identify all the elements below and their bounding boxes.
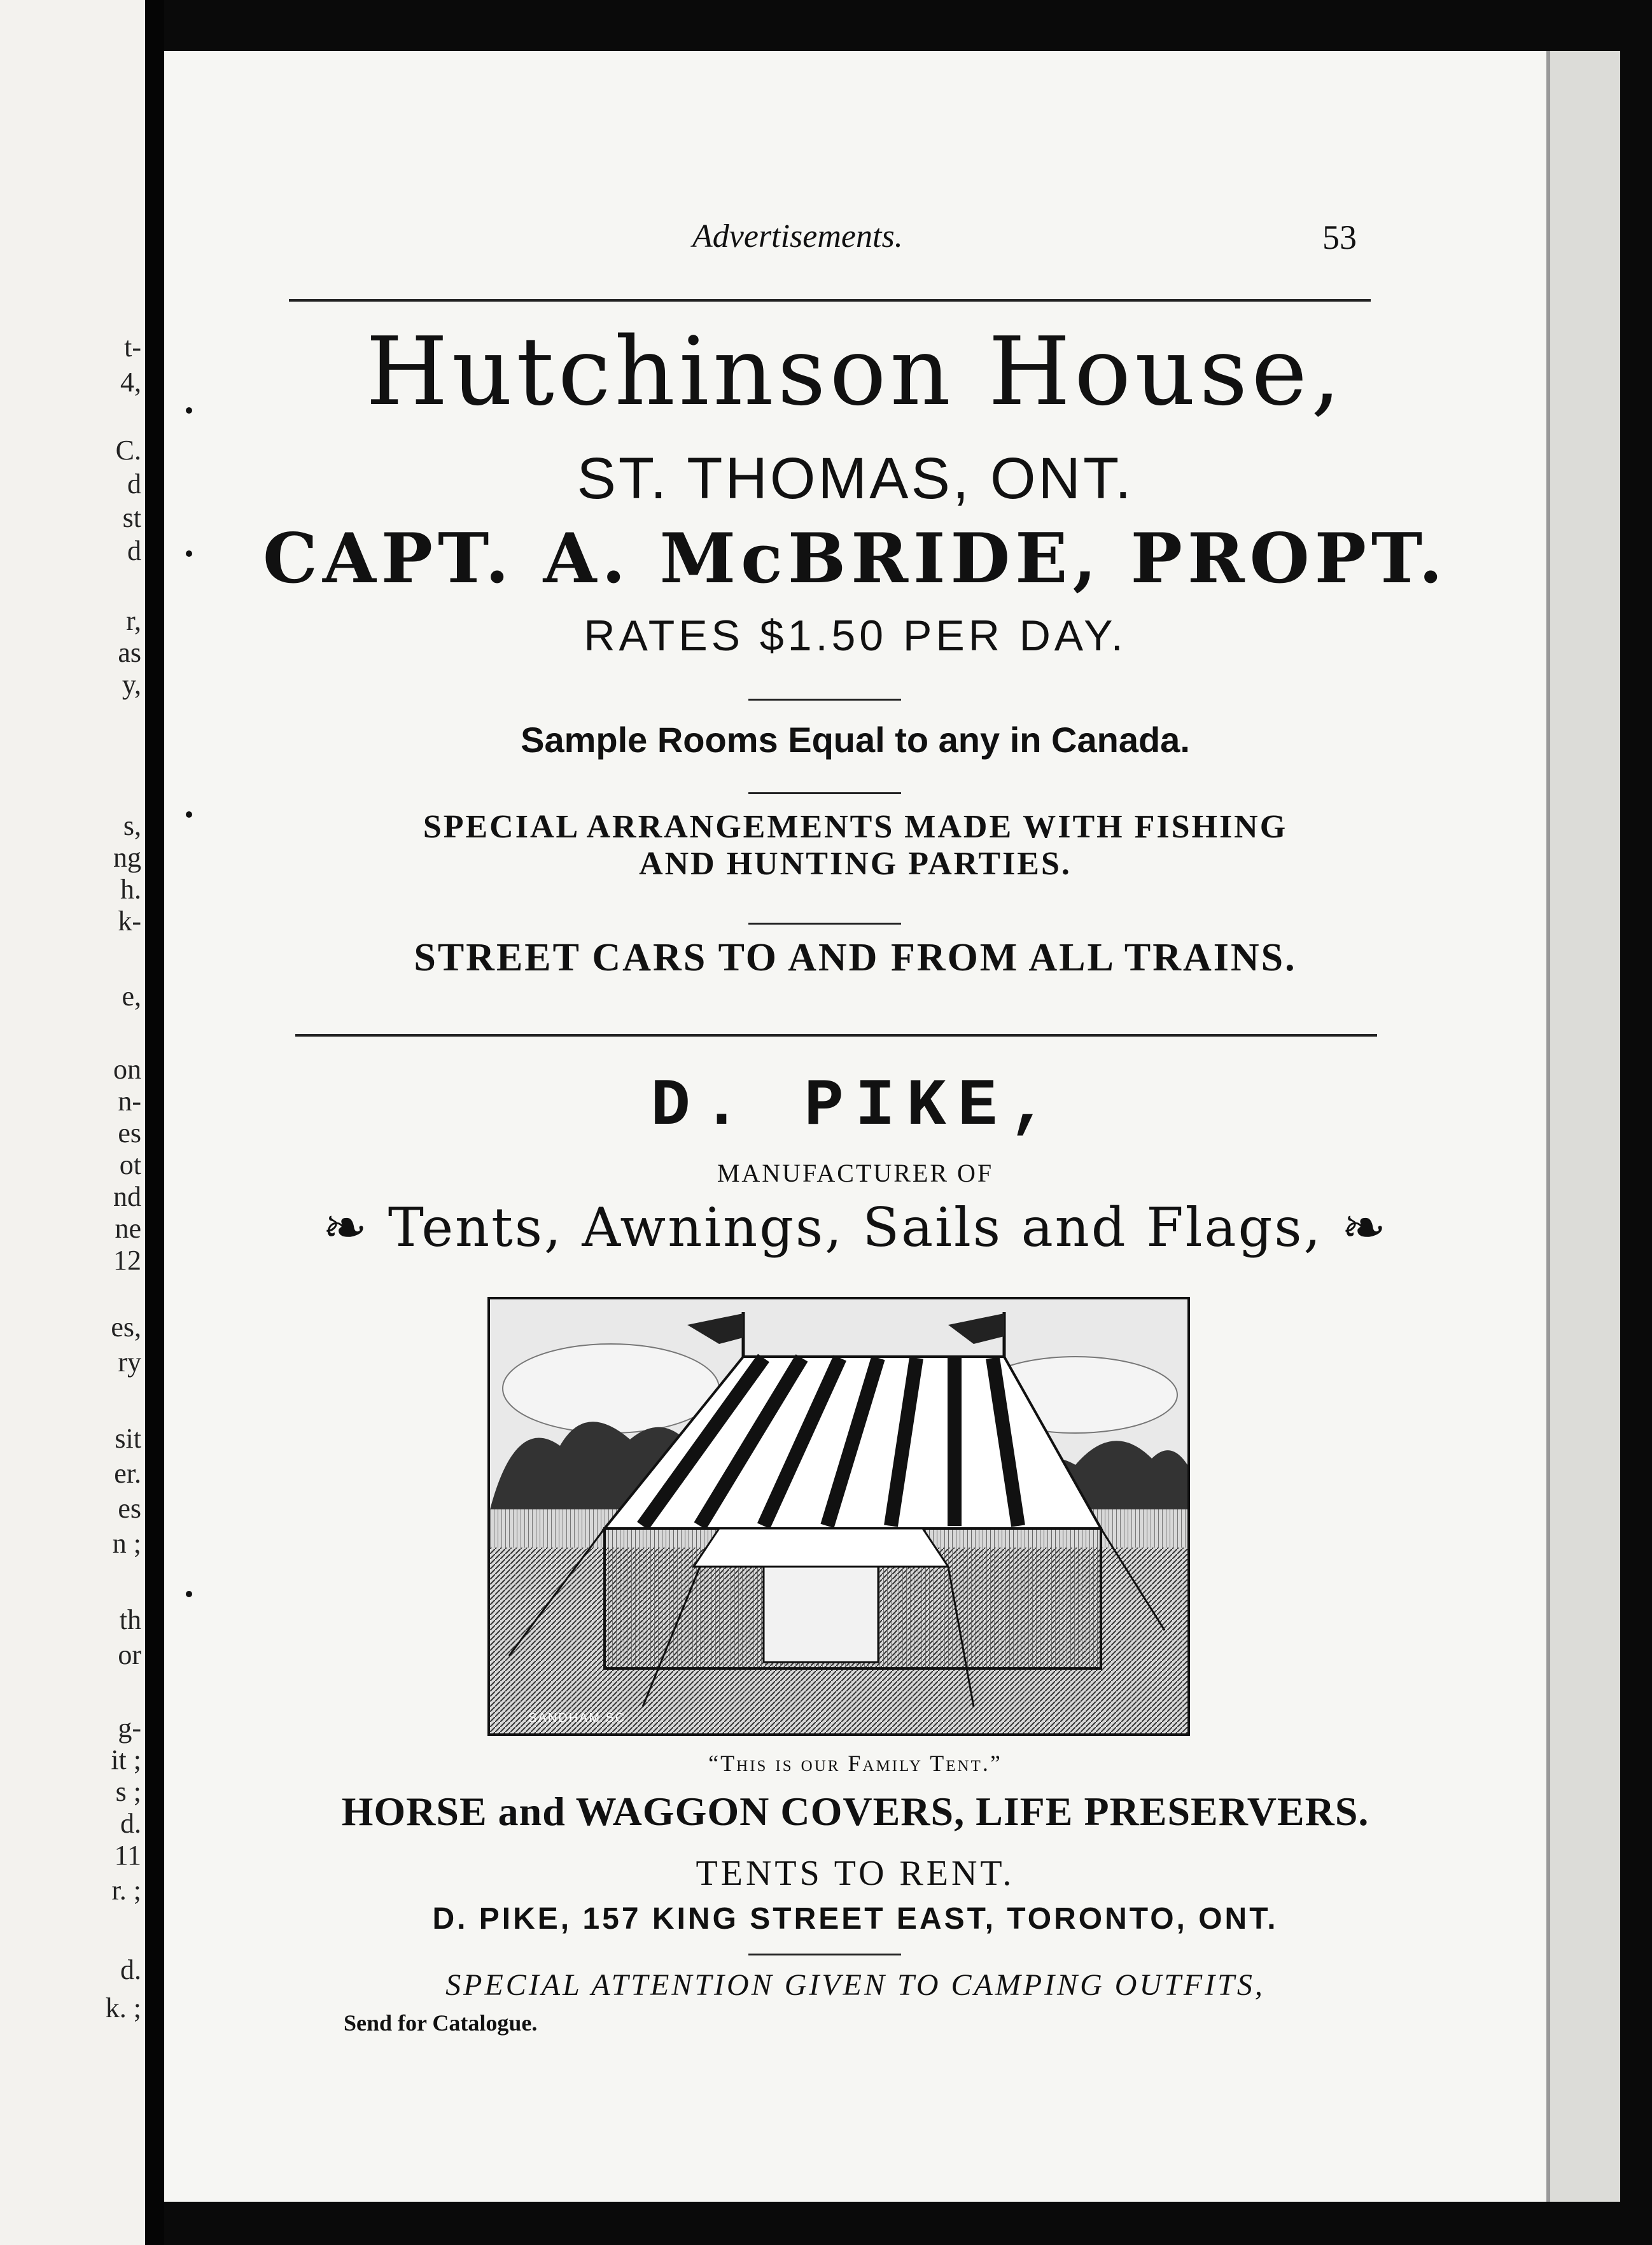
text-fragment: d xyxy=(127,468,141,500)
text-fragment: 12 xyxy=(113,1245,141,1276)
text-fragment: 11 xyxy=(114,1840,141,1871)
text-fragment: es xyxy=(118,1117,141,1149)
text-fragment: nd xyxy=(113,1181,141,1212)
text-fragment: or xyxy=(118,1639,141,1670)
short-rule xyxy=(748,923,901,925)
hotel-rates: RATES $1.50 PER DAY. xyxy=(584,612,1127,660)
products-text: Tents, Awnings, Sails and Flags, xyxy=(388,1196,1323,1259)
text-fragment: es xyxy=(118,1493,141,1524)
tents-to-rent: TENTS TO RENT. xyxy=(696,1854,1015,1893)
text-fragment: y, xyxy=(122,669,141,700)
advertisement-page xyxy=(164,51,1546,2202)
text-fragment: C. xyxy=(115,435,141,466)
text-fragment: g- xyxy=(118,1712,141,1744)
text-fragment: ot xyxy=(119,1149,141,1180)
text-fragment: er. xyxy=(114,1458,141,1489)
fleuron-right-icon: ❧ xyxy=(1322,1196,1389,1259)
text-fragment: sit xyxy=(115,1423,141,1454)
hotel-location: ST. THOMAS, ONT. xyxy=(577,446,1134,511)
text-fragment: t- xyxy=(124,332,141,363)
running-head: Advertisements. xyxy=(692,218,903,255)
tent-caption: “This is our Family Tent.” xyxy=(708,1751,1002,1776)
tent-engraving xyxy=(487,1297,1190,1736)
hotel-name: Hutchinson House, xyxy=(365,317,1345,426)
manufacturer-label: MANUFACTURER OF xyxy=(717,1159,994,1187)
sample-rooms-text: Sample Rooms Equal to any in Canada. xyxy=(521,720,1190,760)
text-fragment: as xyxy=(118,637,141,668)
text-fragment: r. ; xyxy=(111,1875,141,1906)
arrangements-line-1: SPECIAL ARRANGEMENTS MADE WITH FISHING xyxy=(423,809,1288,845)
text-fragment: n- xyxy=(118,1086,141,1117)
text-fragment: s ; xyxy=(115,1776,141,1807)
pike-products xyxy=(164,1196,1546,1259)
text-fragment: d. xyxy=(120,1808,141,1839)
short-rule xyxy=(748,792,901,794)
book-gutter xyxy=(145,0,164,2245)
covers-text: HORSE and WAGGON COVERS, LIFE PRESERVERS. xyxy=(341,1789,1369,1834)
arrangements-line-2: AND HUNTING PARTIES. xyxy=(639,846,1072,882)
text-fragment: n ; xyxy=(112,1528,141,1559)
text-fragment: st xyxy=(122,502,141,533)
camping-outfits-text: SPECIAL ATTENTION GIVEN TO CAMPING OUTFITS, xyxy=(445,1968,1265,2002)
text-fragment: it ; xyxy=(111,1744,141,1775)
text-fragment: on xyxy=(113,1054,141,1085)
fleuron-left-icon: ❧ xyxy=(322,1196,388,1259)
text-fragment: th xyxy=(119,1604,141,1635)
text-fragment: ry xyxy=(118,1346,141,1378)
tent-illustration xyxy=(490,1299,1187,1733)
text-fragment: d. xyxy=(120,1954,141,1985)
text-fragment: es, xyxy=(111,1311,141,1343)
street-cars-text: STREET CARS TO AND FROM ALL TRAINS. xyxy=(414,936,1297,979)
margin-mark xyxy=(186,1591,192,1597)
text-fragment: h. xyxy=(120,874,141,905)
engraver-signature: SANDHAM SC xyxy=(528,1711,626,1725)
text-fragment: k. ; xyxy=(105,1992,141,2024)
section-divider xyxy=(295,1034,1377,1037)
short-rule xyxy=(748,1954,901,1955)
text-fragment: ng xyxy=(113,842,141,873)
text-fragment: e, xyxy=(122,981,141,1012)
text-fragment: r, xyxy=(126,605,141,636)
text-fragment: k- xyxy=(118,906,141,937)
text-fragment: ne xyxy=(115,1213,141,1244)
pike-address: D. PIKE, 157 KING STREET EAST, TORONTO, ONT. xyxy=(432,1902,1278,1936)
text-fragment: d xyxy=(127,535,141,566)
hotel-proprietor: CAPT. A. McBRIDE, PROPT. xyxy=(263,519,1448,599)
header-rule xyxy=(289,299,1371,302)
pike-name: D. PIKE, xyxy=(650,1069,1060,1144)
page-number: 53 xyxy=(1322,218,1357,256)
left-page-fragment xyxy=(0,0,145,2245)
page-edge xyxy=(1546,51,1620,2202)
text-fragment: 4, xyxy=(120,367,141,398)
short-rule xyxy=(748,699,901,701)
text-fragment: s, xyxy=(123,810,141,841)
catalogue-text: Send for Catalogue. xyxy=(344,2010,538,2036)
